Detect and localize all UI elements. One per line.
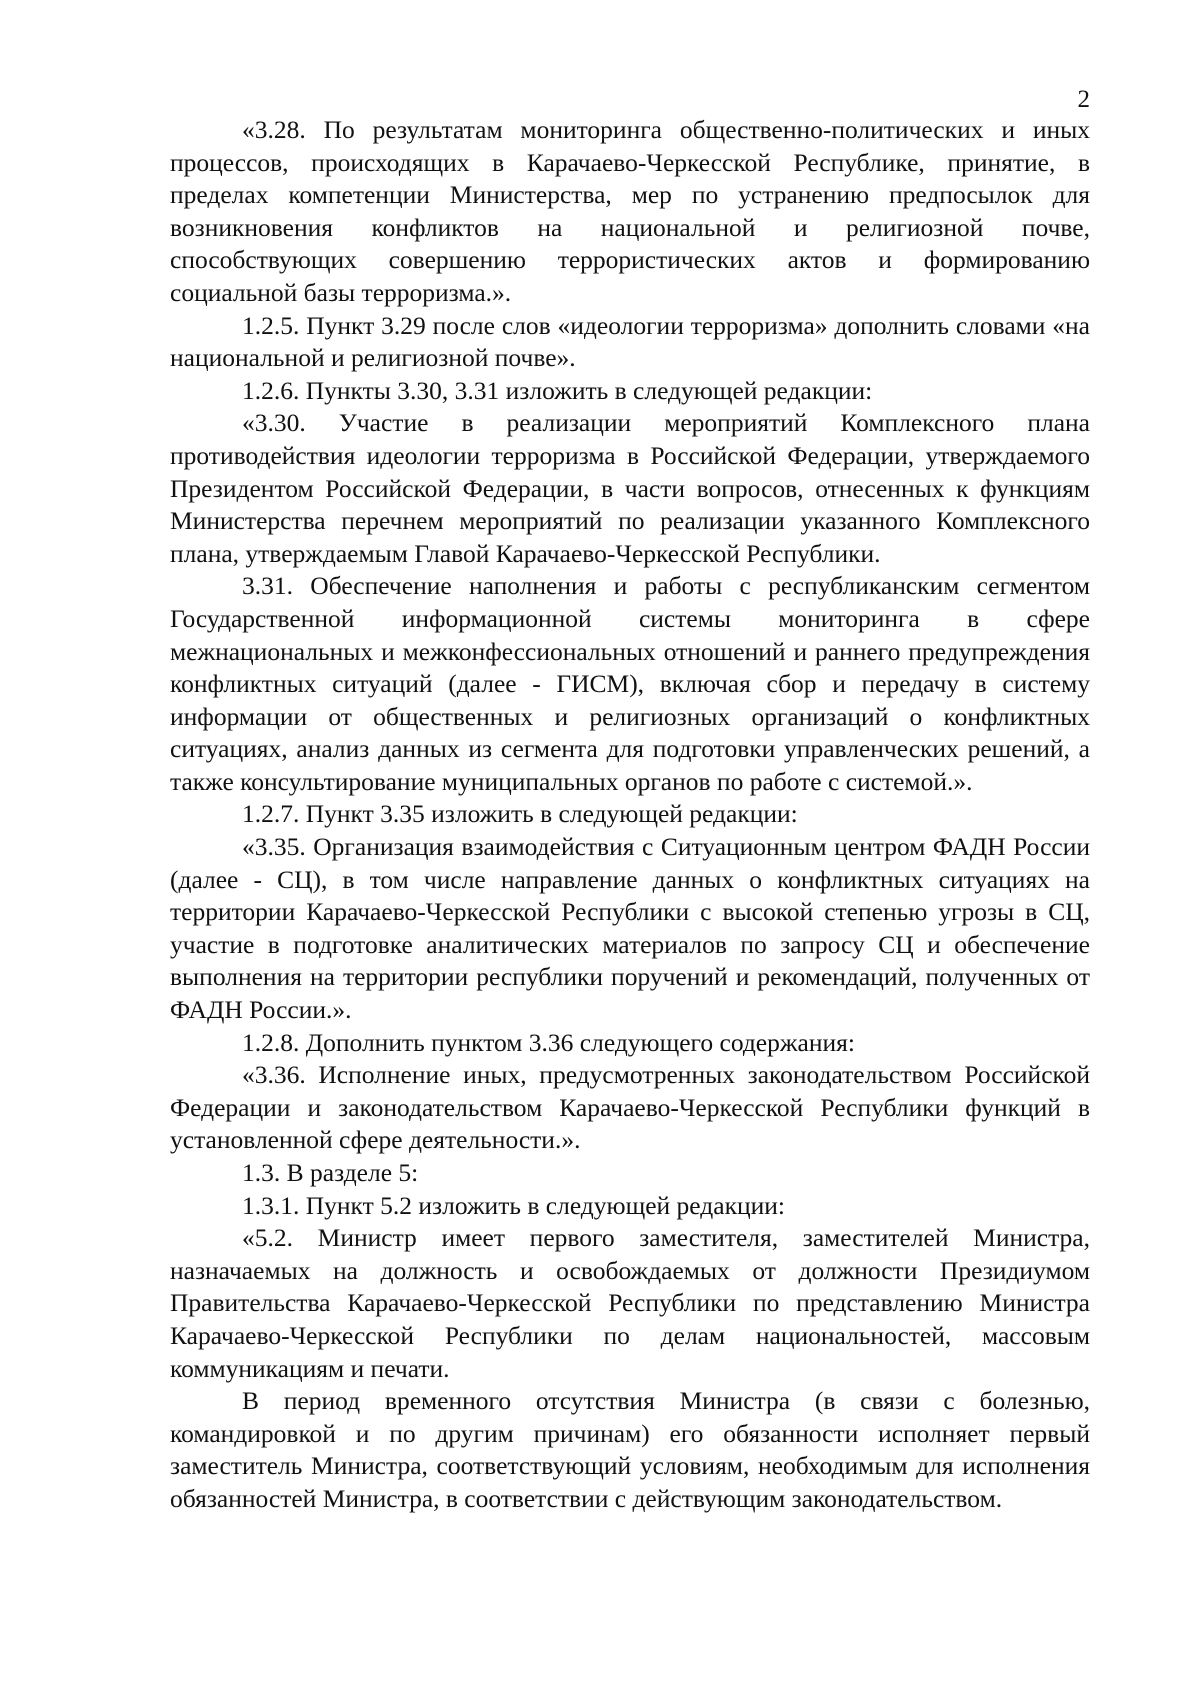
document-body [170,114,1090,1516]
paragraph-1-2-7: 1.2.7. Пункт 3.35 изложить в следующей редакции: [242,799,798,829]
paragraph-3-36: «3.36. Исполнение иных, предусмотренных законодательством Российской Федерации и законодательством Карачаево-Черкесской Республики функций в установленной сфере деятельности.». [170,1060,1090,1155]
page-number: 2 [1077,86,1090,113]
paragraph-3-31: 3.31. Обеспечение наполнения и работы с республиканским сегментом Государственной информационной системы мониторинга в сфере межнациональных и межконфессиональных отношений и раннего предупреждения конфликтных ситуаций (далее - ГИСМ), включая сбор и передачу в систему информации от общественных и религиозных организаций о конфликтных ситуациях, анализ данных из сегмента для подготовки управленческих решений, а также консультирование муниципальных органов по работе с системой.». [170,571,1090,796]
paragraph-3-28: «3.28. По результатам мониторинга общественно-политических и иных процессов, происходящих в Карачаево-Черкесской Республике, принятие, в пределах компетенции Министерства, мер по устранению предпосылок для возникновения конфликтов на национальной и религиозной почве, способствующих совершению террористических актов и формированию социальной базы терроризма.». [170,115,1090,307]
paragraph-1-2-5: 1.2.5. Пункт 3.29 после слов «идеологии терроризма» дополнить словами «на национальной и религиозной почве». [170,310,1090,373]
paragraph-3-30: «3.30. Участие в реализации мероприятий Комплексного плана противодействия идеологии терроризма в Российской Федерации, утверждаемого Президентом Российской Федерации, в части вопросов, отнесенных к функциям Министерства перечнем мероприятий по реализации указанного Комплексного плана, утверждаемым Главой Карачаево-Черкесской Республики. [170,408,1090,568]
paragraph-1-3-1: 1.3.1. Пункт 5.2 изложить в следующей редакции: [242,1190,785,1220]
paragraph-minister-absence: В период временного отсутствия Министра (в связи с болезнью, командировкой и по другим причинам) его обязанности исполняет первый заместитель Министра, соответствующий условиям, необходимым для исполнения обязанностей Министра, в соответствии с действующим законодательством. [170,1386,1090,1513]
paragraph-1-2-6: 1.2.6. Пункты 3.30, 3.31 изложить в следующей редакции: [242,375,873,405]
paragraph-5-2: «5.2. Министр имеет первого заместителя, заместителей Министра, назначаемых на должность и освобождаемых от должности Президиумом Правительства Карачаево-Черкесской Республики по представлению Министра Карачаево-Черкесской Республики по делам национальностей, массовым коммуникациям и печати. [170,1223,1090,1383]
paragraph-3-35: «3.35. Организация взаимодействия с Ситуационным центром ФАДН России (далее - СЦ), в том числе направление данных о конфликтных ситуациях на территории Карачаево-Черкесской Республики с высокой степенью угрозы в СЦ, участие в подготовке аналитических материалов по запросу СЦ и обеспечение выполнения на территории республики поручений и рекомендаций, полученных от ФАДН России.». [170,832,1090,1025]
paragraph-1-3: 1.3. В разделе 5: [242,1158,419,1187]
paragraph-1-2-8: 1.2.8. Дополнить пунктом 3.36 следующего содержания: [242,1027,855,1057]
